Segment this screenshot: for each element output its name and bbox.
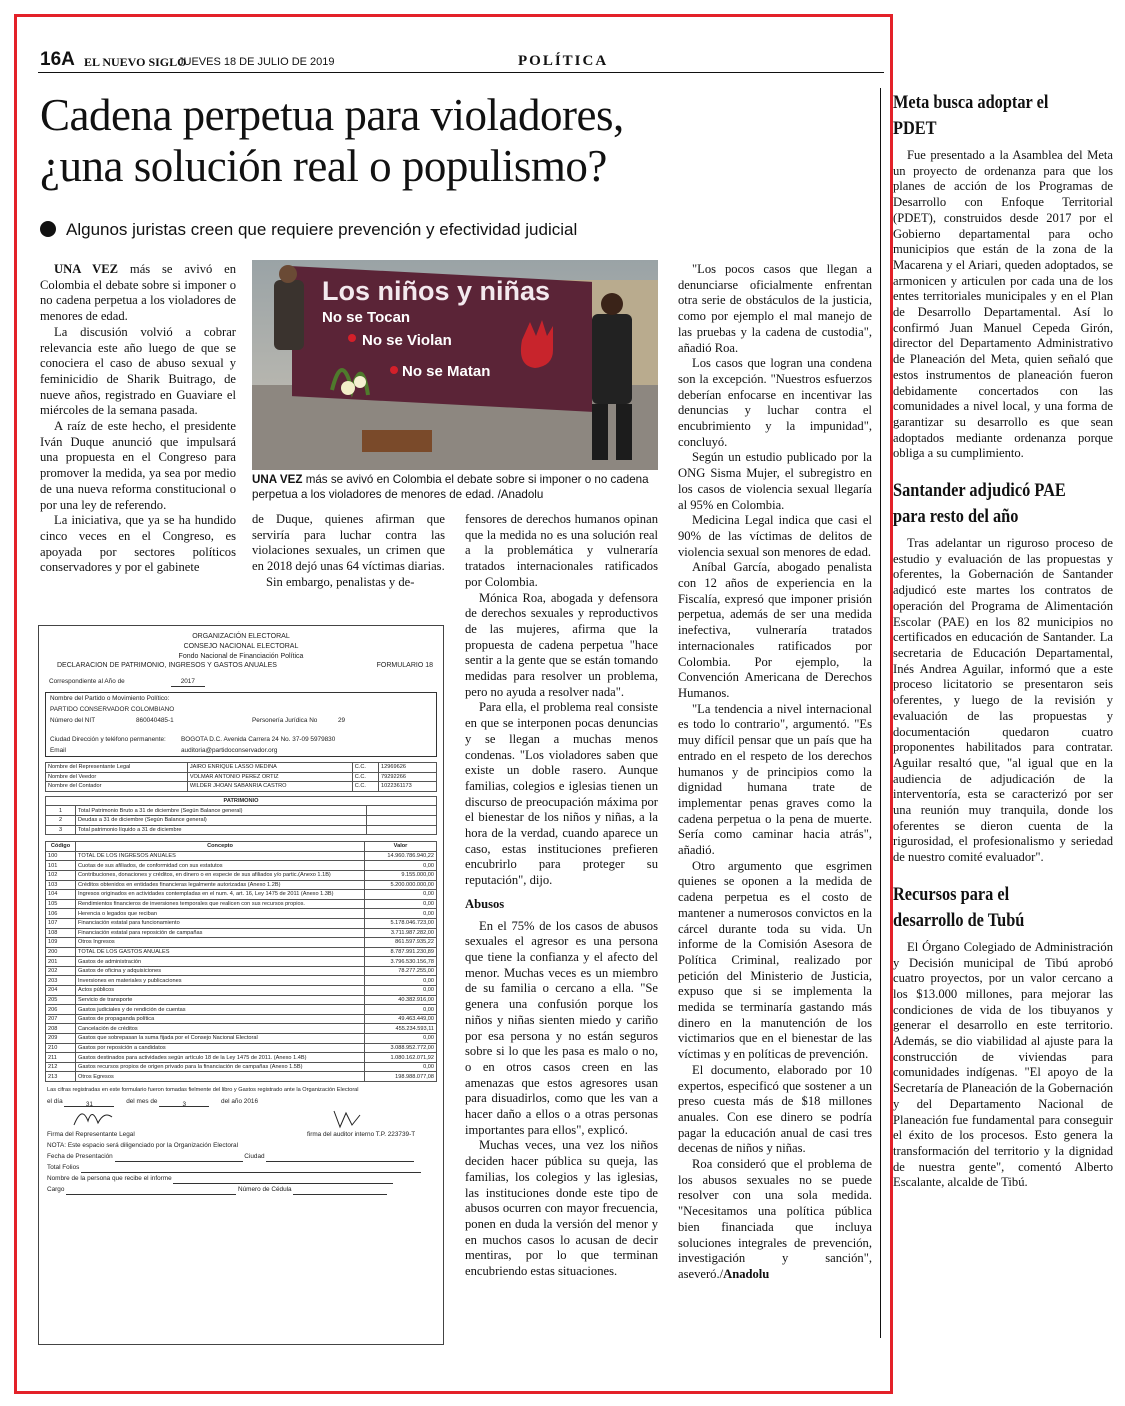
- cell: 0,00: [365, 986, 437, 996]
- address-label: Ciudad Dirección y teléfono permanente:: [50, 736, 166, 743]
- table-row: [46, 928, 437, 938]
- form-number: FORMULARIO 18: [376, 662, 433, 669]
- credit: Anadolu: [723, 1267, 770, 1281]
- cell: 1: [46, 806, 76, 816]
- cell: PATRIMONIO: [46, 796, 437, 806]
- banner-text: No se Matan: [402, 363, 491, 380]
- cell: Rendimientos financieros de inversiones temporales que realicen con sus recursos propios.: [76, 899, 365, 909]
- paragraph: más se avivó en Colombia el debate sobre si imponer o no cadena perpetua a los violadores de menores de edad.: [40, 262, 237, 324]
- table-row: [46, 890, 437, 900]
- form-heading: ORGANIZACIÓN ELECTORAL: [192, 633, 290, 640]
- paragraph: Mónica Roa, abogada y defensora de derechos sexuales y reproductivos de las mujeres, afirma que la propuesta de cadena perpetua "hace sentir a la gente que se están tomando medidas para resolver un problema, pero no ayuda a resolver nada".: [465, 590, 658, 699]
- header-rule: [38, 72, 884, 73]
- cell: Otros Ingresos: [76, 938, 365, 948]
- email-label: Email: [50, 747, 66, 754]
- party-value: PARTIDO CONSERVADOR COLOMBIANO: [50, 706, 175, 713]
- cell: 213: [46, 1072, 76, 1082]
- cell: WILDER JHOAN SABANRIA CASTRO: [187, 782, 352, 792]
- cell: TOTAL DE LOS GASTOS ANUALES: [76, 947, 365, 957]
- cell: 104: [46, 890, 76, 900]
- cell: 0,00: [365, 1034, 437, 1044]
- cell: Total Patrimonio Bruto a 31 de diciembre (Según Balance general): [76, 806, 367, 816]
- cell: 212: [46, 1062, 76, 1072]
- cell: 105: [46, 899, 76, 909]
- day-label: el día: [47, 1098, 63, 1105]
- banner-text: No se Violan: [362, 332, 452, 349]
- cell: 198.988.077,08: [365, 1072, 437, 1082]
- paragraph: Los casos que logran una condena son la excepción. "Nuestros esfuerzos deberían enfocarse en incentivar las denuncias y luchar contra el encubrimiento y la impunidad", concluyó.: [678, 356, 872, 449]
- cell: Nombre del Veedor: [46, 772, 188, 782]
- certification-text: Las cifras registradas en este formulario fueron tomadas fielmente del libro y Gastos registrado ante la Organización Electoral: [47, 1087, 359, 1093]
- table-row: [46, 909, 437, 919]
- cell: C.C.: [352, 782, 378, 792]
- cell: 204: [46, 986, 76, 996]
- table-row: [46, 870, 437, 880]
- cell: 211: [46, 1053, 76, 1063]
- cell: Herencia o legados que reciban: [76, 909, 365, 919]
- email-value: auditoria@partidoconservador.org: [181, 747, 278, 754]
- table-row: [46, 1034, 437, 1044]
- cell: Gastos que sobrepasan la suma fijada por el Consejo Nacional Electoral: [76, 1034, 365, 1044]
- pj-value: 29: [338, 717, 346, 724]
- paragraph: La iniciativa, que ya se ha hundido cinco veces en el Congreso, es apoyada por sectores políticos conservadores y por el gabinete: [40, 513, 236, 575]
- cell: 1.080.162.071,92: [365, 1053, 437, 1063]
- cell: 0,00: [365, 909, 437, 919]
- cell: 3.088.952.772,00: [365, 1043, 437, 1053]
- cell: Actos públicos: [76, 986, 365, 996]
- month-value: 3: [159, 1099, 209, 1107]
- patrimonio-table: [45, 796, 437, 835]
- paragraph: "Los pocos casos que llegan a denunciarse oficialmente enfrentan otra serie de obstáculos de la justicia, como por ejemplo el mal manejo de las pruebas y la cadena de custodia", añadió Roa.: [678, 262, 872, 355]
- sidebar-news: [893, 90, 1113, 1191]
- cell: 861.597.935,22: [365, 938, 437, 948]
- table-row: [46, 976, 437, 986]
- table-row: [46, 1024, 437, 1034]
- table-row: [46, 851, 437, 861]
- cell: VOLMAR ANTONIO PEREZ ORTIZ: [187, 772, 352, 782]
- field-label: Número de Cédula: [237, 1186, 292, 1193]
- article-column-2: [252, 512, 445, 591]
- cell: 208: [46, 1024, 76, 1034]
- cell: 8.787.991.230,89: [365, 947, 437, 957]
- cell: TOTAL DE LOS INGRESOS ANUALES: [76, 851, 365, 861]
- form-title: DECLARACION DE PATRIMONIO, INGRESOS Y GASTOS ANUALES: [57, 662, 277, 669]
- issue-date: JUEVES 18 DE JULIO DE 2019: [178, 56, 335, 68]
- sidebar-body: [893, 536, 1113, 866]
- nit-value: 860040485-1: [136, 717, 174, 724]
- paragraph: Medicina Legal indica que casi el 90% de las víctimas de delitos de violencia sexual son menores de edad.: [678, 513, 872, 559]
- headline-line-2: ¿una solución real o populismo?: [40, 141, 607, 191]
- cell: 0,00: [365, 1005, 437, 1015]
- cell: 0,00: [365, 861, 437, 871]
- form-heading: CONSEJO NACIONAL ELECTORAL: [183, 643, 299, 650]
- sidebar-title: Recursos para el desarrollo de Tubú: [893, 883, 1025, 931]
- headline-line-1: Cadena perpetua para violadores,: [40, 90, 624, 140]
- paragraph: Roa consideró que el problema de los abusos sexuales no se puede resolver con una sola medida. "Necesitamos una política pública bien financiada que incluya soluciones integrales de prevención, investigación y sanción", aseveró./: [678, 1157, 872, 1281]
- cell: Gastos de oficina y adquisiciones: [76, 966, 365, 976]
- table-row: [46, 938, 437, 948]
- paragraph: En el 75% de los casos de abusos sexuales el agresor es una persona que tiene la confianza y el afecto del menor. Muchas veces es un miembro de su familia o cercano a ella. "Se genera una confusión porque los niños y niñas sienten miedo y cariño por esa persona y no están seguros sobre si lo que les pasa es malo o no, o en otros casos creen en las amenazas que estos agresores usan para disuadirlos, como que les van a hacer daño a ellos o a otras personas importantes para ellos", explicó.: [465, 918, 658, 1137]
- form-note: NOTA: Este espacio será diligenciado por la Organización Electoral: [47, 1142, 238, 1149]
- paragraph: Para ella, el problema real consiste en que se interponen pocas denuncias y se llegan a muchas menos condenas. "Los violadores saben que existe un doble rasero. Aunque familias, colegios e iglesias tienen un discurso de preocupación máxima por el bienestar de los niños y niñas, a la hora de la verdad, cuando aparece un caso, estas instituciones prefieren encubrirlo para proteger su reputación", dijo.: [465, 700, 658, 888]
- field-label: Ciudad: [244, 1153, 265, 1160]
- cell: 101: [46, 861, 76, 871]
- signature-2-icon: [329, 1107, 369, 1129]
- ingresos-gastos-table: [45, 841, 437, 1082]
- cell: 109: [46, 938, 76, 948]
- cell: 210: [46, 1043, 76, 1053]
- paragraph: "La tendencia a nivel internacional es todo lo contrario", argumentó. "Es muy difícil pensar que un país que ha entrado en el respeto de los derechos humanos y de principios como la dignidad humana trate de implementar penas graves como la cadena perpetua o la pena de muerte. Sería como caminar hacia atrás", añadió.: [678, 701, 872, 858]
- paragraph: El documento, elaborado por 10 expertos, especificó que sostener a un preso cuesta más de $18 millones anuales. Con ese dinero se podría pagar la educación anual de casi tres decenas de niños y niñas.: [678, 1062, 872, 1156]
- column-header: Código: [46, 842, 76, 852]
- cell: 9.155.000,00: [365, 870, 437, 880]
- cell: Financiación estatal para reposición de campañas: [76, 928, 365, 938]
- section-name: POLÍTICA: [518, 53, 609, 69]
- signatures: [39, 1107, 443, 1129]
- cell: Deudas a 31 de diciembre (Según Balance general): [76, 815, 367, 825]
- cell: 5.200.000.000,00: [365, 880, 437, 890]
- paragraph: de Duque, quienes afirman que serviría para luchar contra las violaciones sexuales, un crimen que en 2018 dejó unas 64 víctimas diarias.: [252, 512, 445, 574]
- lead-in: UNA VEZ: [54, 262, 119, 276]
- cell: 207: [46, 1014, 76, 1024]
- cell: C.C.: [352, 763, 378, 773]
- cell: Gastos destinados para actividades según artículo 18 de la Ley 1475 de 2011. (Anexo 1.4B): [76, 1053, 365, 1063]
- article-column-1: [40, 262, 236, 576]
- table-row: [46, 1014, 437, 1024]
- cell: 1022361173: [379, 782, 437, 792]
- newspaper-name: EL NUEVO SIGLO: [84, 55, 187, 69]
- signature-label: firma del auditor interno T.P. 223739-T: [307, 1131, 416, 1138]
- cell: Contribuciones, donaciones y créditos, en dinero o en especie de sus afiliados y/o partic.(Anexo 1.1B): [76, 870, 365, 880]
- cell: 205: [46, 995, 76, 1005]
- banner-text: No se Tocan: [322, 309, 411, 326]
- article-column-4: [678, 262, 872, 1283]
- cell: 49.463.449,00: [365, 1014, 437, 1024]
- cell: C.C.: [352, 772, 378, 782]
- paragraph: Tras adelantar un riguroso proceso de estudio y evaluación de las propuestas y oferentes, la Gobernación de Santander adjudicó este martes los contratos de operación del Programa de Alimentación Escolar (PAE) en los 82 municipios no certificados en educación de Santander. La secretaria de Educación Departamental, Inés Andrea Aguilar, informó que a este proceso licitatorio se presentaron seis oferentes, y luego de la revisión y evaluación de las propuestas y documentación quedaron cuatro proponentes habilitados para contratar. Aguilar resaltó que, "al igual que en la audiencia de adjudicación de la interventoría, esta se caracterizó por ser una reunión muy tranquila, donde los oferentes se dieron cuenta de la rigurosidad, el profesionalismo y seriedad de nuestro comité evaluador".: [893, 536, 1113, 865]
- month-label: del mes de: [126, 1098, 158, 1105]
- bullet-icon: [40, 221, 56, 237]
- paragraph: El Órgano Colegiado de Administración y Decisión municipal de Tibú aprobó cuatro proyectos, por un valor cercano a los $13.000 millones, para mejorar las condiciones de vida de los tibuyanos y generar el desarrollo en este territorio. Además, se dio viabilidad al ajuste para la construcción de viviendas para comunidades indígenas. "El apoyo de la Secretaría de Planeación de la Gobernación y del Departamento Nacional de Planeación fue fundamental para conseguir el éxito de los procesos. Esto genera la transformación del territorio y la dignidad de nuestra gente", comentó Alberto Escalante, alcalde de Tibú.: [893, 939, 1113, 1190]
- paragraph: La discusión volvió a cobrar relevancia este año luego de que se conociera el caso de abuso sexual y feminicidio de Sharik Buitrago, de nueve años, registrado en Guaviare el miércoles de la semana pasada.: [40, 324, 236, 418]
- address-value: BOGOTA D.C. Avenida Carrera 24 No. 37-09 5979830: [181, 736, 336, 743]
- year-label: Correspondiente al Año de: [49, 678, 125, 685]
- cell: 103: [46, 880, 76, 890]
- caption-text: más se avivó en Colombia el debate sobre si imponer o no cadena perpetua a los violadores de menores de edad. /Anadolu: [252, 473, 649, 501]
- cell: Gastos de propaganda política: [76, 1014, 365, 1024]
- people-table: [45, 762, 437, 792]
- paragraph: Aníbal García, abogado penalista con 12 años de experiencia en la Fiscalía, expresó que imponer prisión perpetua, además de ser una medida inefectiva, vulneraría tratados internacionales ratificados por Colombia. Por ejemplo, la Convención Americana de Derechos Humanos.: [678, 560, 872, 700]
- table-row: [46, 995, 437, 1005]
- cell: Gastos de administración: [76, 957, 365, 967]
- paragraph: A raíz de este hecho, el presidente Iván Duque anunció que impulsará una propuesta en el Congreso para promover la medida, ya sea por medio de una nueva reforma constitucional o por una ley de referendo.: [40, 419, 236, 512]
- cell: 106: [46, 909, 76, 919]
- form-heading: Fondo Nacional de Financiación Política: [178, 653, 304, 660]
- cell: 206: [46, 1005, 76, 1015]
- sidebar-body: [893, 148, 1113, 462]
- field-label: Cargo: [47, 1186, 65, 1193]
- signature-label: Firma del Representante Legal: [47, 1131, 135, 1138]
- cell: 202: [46, 966, 76, 976]
- cell: 203: [46, 976, 76, 986]
- table-row: [46, 957, 437, 967]
- cell: 14.960.786.940,22: [365, 851, 437, 861]
- protest-photo: [252, 260, 658, 470]
- field-label: Nombre de la persona que recibe el informe: [47, 1175, 172, 1182]
- cell: Inversiones en materiales y publicaciones: [76, 976, 365, 986]
- cell: 0,00: [365, 976, 437, 986]
- cell: 108: [46, 928, 76, 938]
- paragraph: Otro argumento que esgrimen quienes se oponen a la medida de cadena perpetua es el costo de mantener a numerosos convictos en la cárcel durante toda su vida. Un informe de la Comisión Asesora de Política Criminal, realizado por petición del Ministerio de Justicia, expuso que si se implementa la medida se terminaría gastando más dinero en la manutención de los victimarios que en el bienestar de las víctimas y en políticas de prevención.: [678, 858, 872, 1062]
- table-row: [46, 1043, 437, 1053]
- cell: Cancelación de créditos: [76, 1024, 365, 1034]
- cell: 2: [46, 815, 76, 825]
- year-label: del año: [221, 1098, 242, 1105]
- cell: 0,00: [365, 1062, 437, 1072]
- cell: 201: [46, 957, 76, 967]
- table-row: [46, 947, 437, 957]
- cell: Financiación estatal para funcionamiento: [76, 918, 365, 928]
- banner-text: Los niños y niñas: [322, 276, 551, 306]
- day-value: 31: [64, 1099, 114, 1107]
- cell: Cuotas de sus afiliados, de conformidad con sus estatutos: [76, 861, 365, 871]
- cell: Nombre del Contador: [46, 782, 188, 792]
- signature-1-icon: [69, 1107, 119, 1129]
- cell: Nombre del Representante Legal: [46, 763, 188, 773]
- table-row: [46, 880, 437, 890]
- table-row: [46, 986, 437, 996]
- page-header: [40, 49, 888, 73]
- table-row: [46, 861, 437, 871]
- cell: Gastos judiciales y de rendición de cuentas: [76, 1005, 365, 1015]
- photo-caption: [252, 472, 658, 502]
- cell: 12969626: [379, 763, 437, 773]
- electoral-form: [38, 625, 444, 1345]
- subheadline: [40, 220, 880, 240]
- table-row: [46, 899, 437, 909]
- cell: 455.234.593,11: [365, 1024, 437, 1034]
- cell: 209: [46, 1034, 76, 1044]
- paragraph: Sin embargo, penalistas y de-: [266, 574, 415, 589]
- cell: 40.382.916,00: [365, 995, 437, 1005]
- table-row: [46, 918, 437, 928]
- cell: 78.277.255,00: [365, 966, 437, 976]
- cell: 5.178.046.723,00: [365, 918, 437, 928]
- cell: Servicio de transporte: [76, 995, 365, 1005]
- year-value: 2016: [243, 1098, 258, 1105]
- column-header: Valor: [365, 842, 437, 852]
- sidebar-rule: [880, 88, 881, 1338]
- cell: 0,00: [365, 899, 437, 909]
- table-row: [46, 966, 437, 976]
- column-header: Concepto: [76, 842, 365, 852]
- cell: 200: [46, 947, 76, 957]
- cell: 3.711.987.282,00: [365, 928, 437, 938]
- subheadline-text: Algunos juristas creen que requiere prevención y efectividad judicial: [66, 220, 578, 239]
- cell: Ingresos originados en actividades contempladas en el num. 4, art. 16, Ley 1475 de 2011 (Anexo 1.3B): [76, 890, 365, 900]
- cell: JAIRO ENRIQUE LASSO MEDINA: [187, 763, 352, 773]
- article-column-3: [465, 512, 658, 1280]
- cell: Créditos obtenidos en entidades financieras legalmente autorizadas (Anexo 1.2B): [76, 880, 365, 890]
- cell: Gastos recursos propios de origen privado para la financiación de campañas (Anexo 1.5B): [76, 1062, 365, 1072]
- sidebar-title: Meta busca adoptar el PDET: [893, 92, 1049, 139]
- cell: Gastos por reposición a candidatos: [76, 1043, 365, 1053]
- cell: 107: [46, 918, 76, 928]
- subhead-abusos: Abusos: [465, 896, 505, 911]
- field-label: Fecha de Presentación: [47, 1153, 113, 1160]
- paragraph: fensores de derechos humanos opinan que la medida no es una solución real a la problemática y vulneraría tratados internacionales ratificados por Colombia.: [465, 512, 658, 589]
- cell: 3: [46, 825, 76, 835]
- field-label: Total Folios: [47, 1164, 80, 1171]
- table-row: [46, 1005, 437, 1015]
- caption-lead: UNA VEZ: [252, 473, 303, 486]
- headline: [40, 90, 880, 192]
- paragraph: Según un estudio publicado por la ONG Sisma Mujer, el subregistro en los casos de violencia sexual llegaría al 95% en Colombia.: [678, 450, 872, 512]
- table-row: [46, 1072, 437, 1082]
- pj-label: Personería Jurídica No: [252, 717, 318, 724]
- sidebar-title: Santander adjudicó PAE para resto del año: [893, 480, 1066, 528]
- cell: 102: [46, 870, 76, 880]
- cell: 0,00: [365, 890, 437, 900]
- cell: 79292266: [379, 772, 437, 782]
- nit-label: Número del NIT: [50, 717, 96, 724]
- cell: Total patrimonio líquido a 31 de diciembre: [76, 825, 367, 835]
- table-row: [46, 1062, 437, 1072]
- paragraph: Muchas veces, una vez los niños deciden hacer pública su queja, las familias, los colegios y las iglesias, las instituciones donde este tipo de abusos ocurren con mayor frecuencia, ponen en duda la versión del menor y en muchos casos lo acusan de decir mentiras, por lo que terminan encubriendo estas situaciones.: [465, 1138, 658, 1279]
- sidebar-body: [893, 940, 1113, 1191]
- cell: 100: [46, 851, 76, 861]
- year-value: 2017: [171, 677, 205, 687]
- paragraph: Fue presentado a la Asamblea del Meta un proyecto de ordenanza para que los planes de acción de los Programas de Desarrollo con Enfoque Territorial (PDET), construidos desde 2017 por el Gobierno departamental para ocho municipios que están de la zona de la Macarena y el Ariari, queden adoptados, se armonicen y articulen por cada una de los entes territoriales municipales y en el Plan de Desarrollo Departamental. Así lo confirmó Juan Manuel Cepeda Girón, director del Departamento Administrativo de Planeación del Meta, quien señaló que estos instrumentos de planeación fueron debidamente concertados con las comunidades a nivel local, y una forma de garantizar su desarrollo es que sean adoptados mediante ordenanza porque obliga a su cumplimiento.: [893, 148, 1113, 461]
- cell: 3.796.530.156,78: [365, 957, 437, 967]
- cell: Otros Egresos: [76, 1072, 365, 1082]
- table-row: [46, 1053, 437, 1063]
- page-number: 16A: [40, 49, 75, 70]
- party-label: Nombre del Partido o Movimiento Político:: [50, 695, 170, 702]
